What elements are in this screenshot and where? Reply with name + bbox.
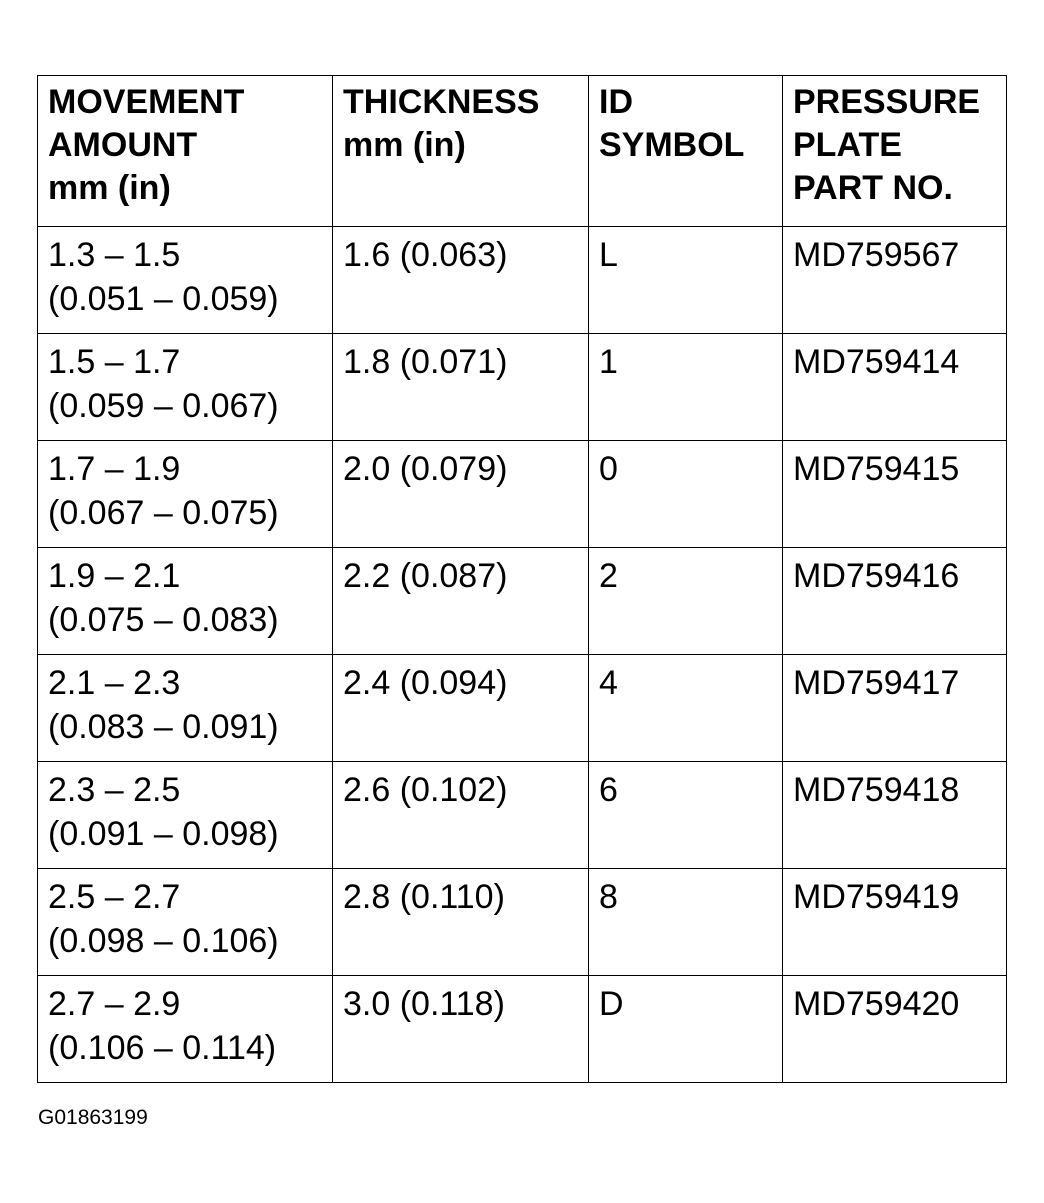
part-no-cell: MD759417 <box>783 655 1007 762</box>
movement-in: (0.106 – 0.114) <box>48 1029 277 1067</box>
header-thickness <box>333 76 589 227</box>
movement-amount-cell <box>38 227 333 334</box>
thickness-cell: 2.2 (0.087) <box>333 548 589 655</box>
id-symbol-cell: D <box>589 976 783 1083</box>
table-row <box>38 976 1007 1083</box>
id-symbol-cell: 4 <box>589 655 783 762</box>
table-row <box>38 441 1007 548</box>
thickness-cell: 2.4 (0.094) <box>333 655 589 762</box>
header-id-symbol <box>589 76 783 227</box>
table-row <box>38 869 1007 976</box>
movement-mm: 2.3 – 2.5 <box>48 771 181 809</box>
header-line: PLATE <box>793 126 902 164</box>
movement-mm: 2.5 – 2.7 <box>48 878 181 916</box>
header-part-no <box>783 76 1007 227</box>
figure-id-label: G01863199 <box>38 1106 148 1129</box>
table-row <box>38 762 1007 869</box>
header-line: AMOUNT <box>48 126 198 164</box>
movement-amount-cell <box>38 441 333 548</box>
id-symbol-cell: 6 <box>589 762 783 869</box>
movement-mm: 2.1 – 2.3 <box>48 664 181 702</box>
table-row <box>38 655 1007 762</box>
header-movement-amount <box>38 76 333 227</box>
header-line: ID <box>599 83 633 121</box>
movement-amount-cell <box>38 655 333 762</box>
movement-in: (0.059 – 0.067) <box>48 387 279 425</box>
thickness-cell: 1.8 (0.071) <box>333 334 589 441</box>
thickness-cell: 3.0 (0.118) <box>333 976 589 1083</box>
part-no-cell: MD759414 <box>783 334 1007 441</box>
table-header-row <box>38 76 1007 227</box>
header-line: mm (in) <box>48 169 171 207</box>
table-row <box>38 227 1007 334</box>
movement-mm: 1.7 – 1.9 <box>48 450 181 488</box>
movement-in: (0.075 – 0.083) <box>48 601 279 639</box>
part-no-cell: MD759419 <box>783 869 1007 976</box>
id-symbol-cell: 1 <box>589 334 783 441</box>
table-row <box>38 548 1007 655</box>
thickness-cell: 2.8 (0.110) <box>333 869 589 976</box>
movement-mm: 2.7 – 2.9 <box>48 985 181 1023</box>
movement-mm: 1.3 – 1.5 <box>48 236 181 274</box>
movement-in: (0.067 – 0.075) <box>48 494 279 532</box>
part-no-cell: MD759567 <box>783 227 1007 334</box>
movement-amount-cell <box>38 334 333 441</box>
pressure-plate-spec-table <box>37 75 1007 1083</box>
movement-amount-cell <box>38 548 333 655</box>
id-symbol-cell: 0 <box>589 441 783 548</box>
id-symbol-cell: 8 <box>589 869 783 976</box>
table-row <box>38 334 1007 441</box>
id-symbol-cell: 2 <box>589 548 783 655</box>
movement-mm: 1.5 – 1.7 <box>48 343 181 381</box>
movement-in: (0.051 – 0.059) <box>48 280 279 318</box>
part-no-cell: MD759418 <box>783 762 1007 869</box>
part-no-cell: MD759416 <box>783 548 1007 655</box>
header-line: MOVEMENT <box>48 83 245 121</box>
thickness-cell: 1.6 (0.063) <box>333 227 589 334</box>
movement-amount-cell <box>38 762 333 869</box>
movement-mm: 1.9 – 2.1 <box>48 557 181 595</box>
header-line: THICKNESS <box>343 83 540 121</box>
part-no-cell: MD759420 <box>783 976 1007 1083</box>
header-line: PRESSURE <box>793 83 981 121</box>
header-line: mm (in) <box>343 126 466 164</box>
thickness-cell: 2.0 (0.079) <box>333 441 589 548</box>
movement-in: (0.091 – 0.098) <box>48 815 279 853</box>
movement-amount-cell <box>38 976 333 1083</box>
movement-in: (0.098 – 0.106) <box>48 922 279 960</box>
thickness-cell: 2.6 (0.102) <box>333 762 589 869</box>
header-line: PART NO. <box>793 169 953 207</box>
part-no-cell: MD759415 <box>783 441 1007 548</box>
header-line: SYMBOL <box>599 126 745 164</box>
id-symbol-cell: L <box>589 227 783 334</box>
movement-amount-cell <box>38 869 333 976</box>
movement-in: (0.083 – 0.091) <box>48 708 279 746</box>
